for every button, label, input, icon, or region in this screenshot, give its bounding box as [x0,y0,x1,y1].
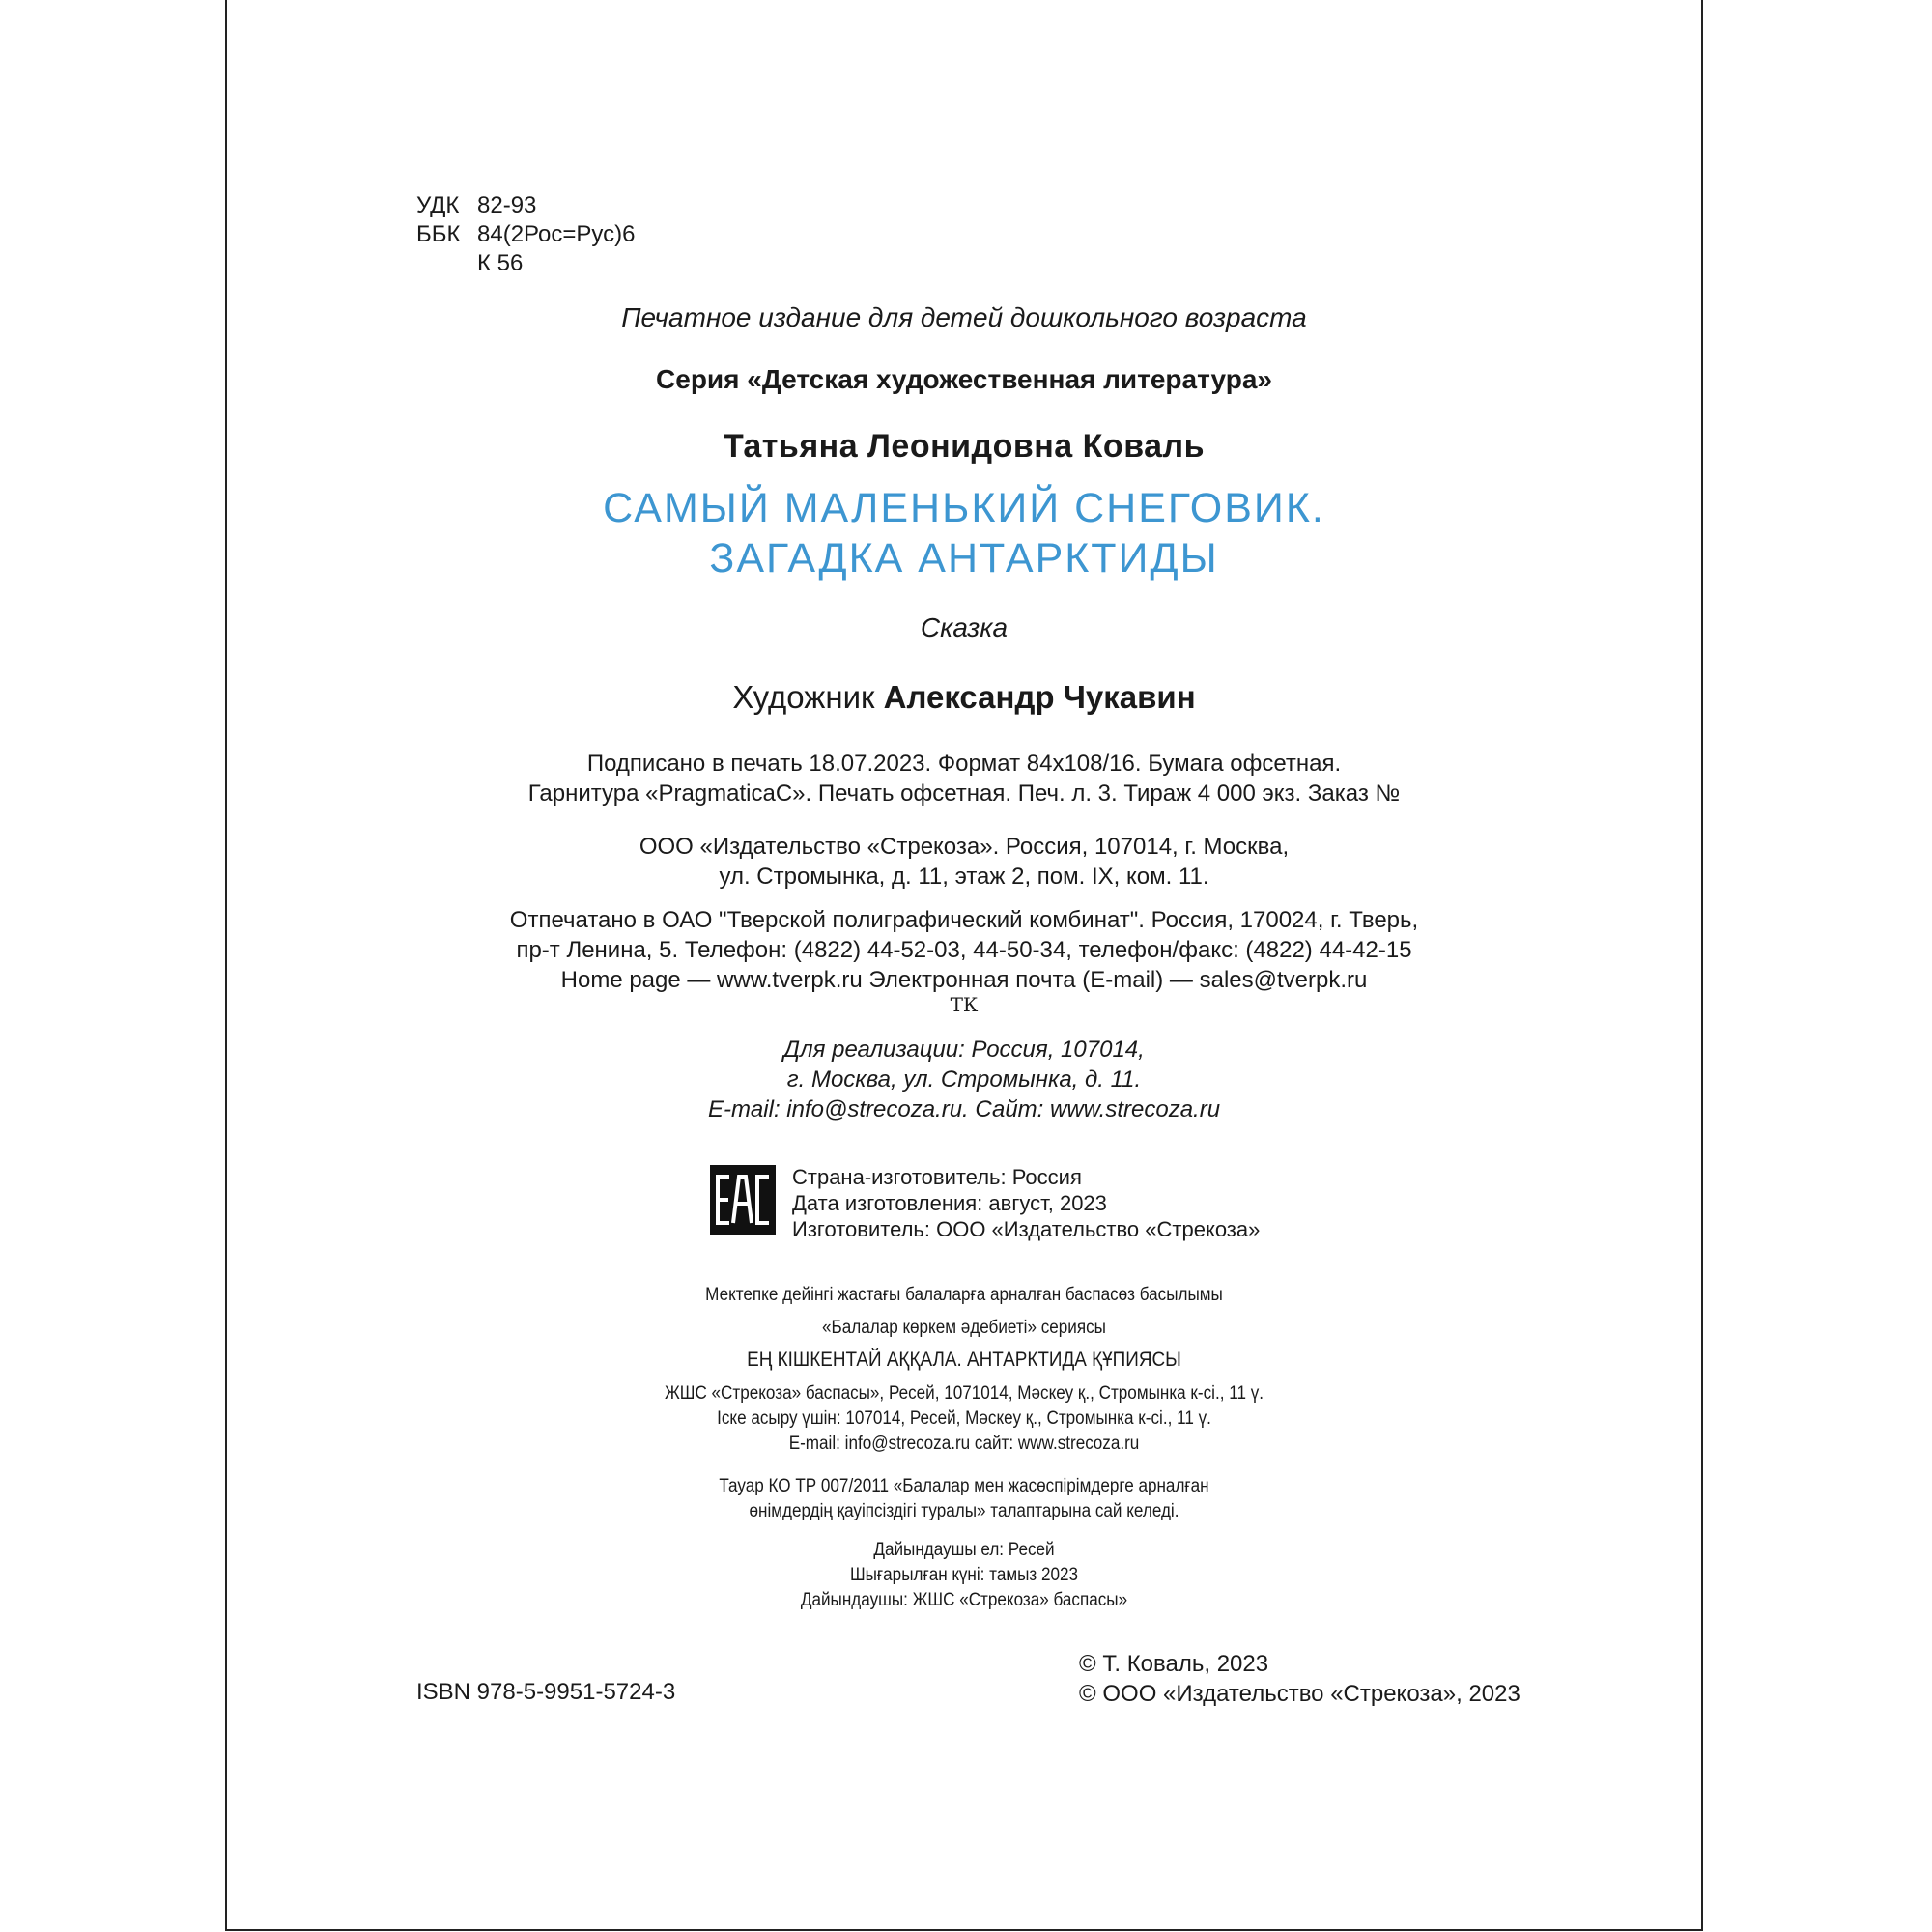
author-name: Татьяна Леонидовна Коваль [723,428,1206,465]
isbn: ISBN 978-5-9951-5724-3 [416,1679,676,1705]
artist-label: Художник [732,679,884,715]
kazakh-manufacture-line: Дайындаушы ел: Ресей [873,1540,1055,1560]
sales-line: E-mail: info@strecoza.ru. Сайт: www.strecoza.ru [707,1096,1221,1122]
sales-line: Для реализации: Россия, 107014, [783,1037,1145,1063]
publisher-address-line: ул. Стромынка, д. 11, этаж 2, пом. IX, ком. 11. [719,864,1209,890]
kazakh-series: «Балалар көркем әдебиеті» сериясы [822,1318,1106,1338]
book-title-line-2: ЗАГАДКА АНТАРКТИДЫ [709,535,1219,582]
print-info-line: Гарнитура «PragmaticaC». Печать офсетная. Печ. л. 3. Тираж 4 000 экз. Заказ № [527,781,1401,807]
kazakh-address [300,1381,1627,1457]
eac-details [792,1164,1260,1242]
genre: Сказка [920,612,1009,642]
printer-info [227,905,1701,995]
kazakh-compliance-line: өнімдердің қауіпсіздігі туралы» талаптарына сай келеді. [749,1501,1179,1521]
edition-lead: Печатное издание для детей дошкольного возраста [621,302,1307,332]
kazakh-lead: Мектепке дейінгі жастағы балаларға арналған баспасөз басылымы [705,1285,1223,1305]
copyright-line: © ООО «Издательство «Стрекоза», 2023 [1079,1681,1520,1707]
kazakh-address-line: Іске асыру үшін: 107014, Ресей, Мәскеу қ., Стромынка к-сі., 11 ү. [717,1408,1211,1429]
printer-info-line: Home page — www.tverpk.ru Электронная почта (E-mail) — sales@tverpk.ru [560,967,1368,993]
eac-mark-icon [710,1165,776,1235]
kazakh-title: ЕҢ КІШКЕНТАЙ АҚҚАЛА. АНТАРКТИДА ҚҰПИЯСЫ [747,1349,1181,1371]
kazakh-address-line: ЖШС «Стрекоза» баспасы», Ресей, 1071014, Мәскеу қ., Стромынка к-сі., 11 ү. [664,1383,1264,1404]
kazakh-manufacture-line: Шығарылған күні: тамыз 2023 [849,1565,1079,1585]
author-mark: К 56 [477,250,524,276]
artist-name: Александр Чукавин [883,679,1196,715]
book-title-line-1: САМЫЙ МАЛЕНЬКИЙ СНЕГОВИК. [603,485,1325,531]
publisher-address [227,832,1701,892]
printer-info-line: Отпечатано в ОАО "Тверской полиграфический комбинат". Россия, 170024, г. Тверь, [509,907,1419,933]
printer-info-line: пр-т Ленина, 5. Телефон: (4822) 44-52-03, 44-50-34, телефон/факс: (4822) 44-42-15 [516,937,1412,963]
kazakh-compliance [300,1474,1627,1524]
kazakh-manufacture [300,1538,1627,1613]
eac-line: Дата изготовления: август, 2023 [792,1191,1107,1215]
sales-contacts [227,1035,1701,1124]
publisher-address-line: ООО «Издательство «Стрекоза». Россия, 107014, г. Москва, [639,834,1290,860]
bbk-value: 84(2Рос=Рус)6 [477,221,636,247]
kazakh-manufacture-line: Дайындаушы: ЖШС «Стрекоза» баспасы» [800,1590,1128,1610]
kazakh-address-line: E-mail: info@strecoza.ru сайт: www.strecoza.ru [788,1434,1140,1454]
bbk-label: ББК [416,221,461,247]
artist-credit [227,679,1701,716]
copyright-line: © Т. Коваль, 2023 [1079,1651,1269,1677]
print-info [227,749,1701,809]
kazakh-compliance-line: Тауар КО ТР 007/2011 «Балалар мен жасөспірімдерге арналған [719,1476,1209,1496]
sales-line: г. Москва, ул. Стромынка, д. 11. [786,1066,1142,1093]
series-title: Серия «Детская художественная литература» [656,364,1272,394]
eac-line: Изготовитель: ООО «Издательство «Стрекоза» [792,1217,1261,1241]
udk-label: УДК [416,192,460,218]
udk-value: 82-93 [477,192,537,218]
eac-line: Страна-изготовитель: Россия [792,1165,1082,1189]
print-info-line: Подписано в печать 18.07.2023. Формат 84х108/16. Бумага офсетная. [586,751,1342,777]
printer-logo-icon: ТК [950,993,979,1016]
copyright-block [1079,1649,1520,1709]
imprint-page [225,0,1703,1931]
classification-codes [416,191,635,278]
